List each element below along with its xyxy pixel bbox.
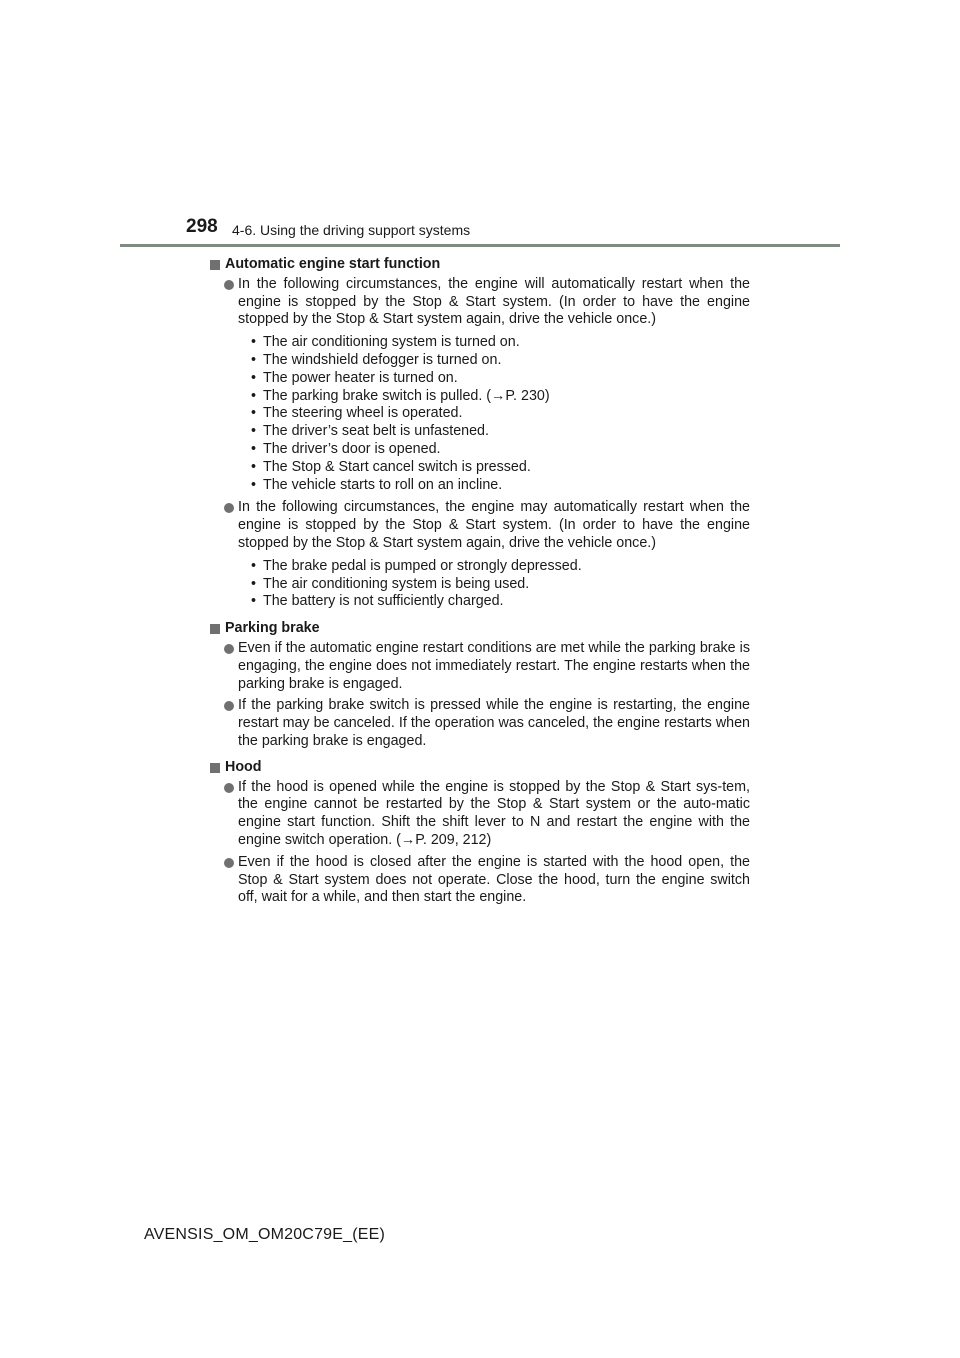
section-heading [210,759,750,777]
dot-bullet-icon: • [251,405,257,422]
paragraph-text: In the following circumstances, the engine will automatically restart when the engine is stopped by the Stop & Start system. (In order to have the engine stopped by the Stop & Start system again, drive the vehicle once.) [238,275,750,328]
section-gap [210,911,750,915]
list-item-text: The power heater is turned on. [263,369,458,386]
section-heading [210,256,750,274]
circle-bullet-icon [224,783,234,793]
dot-bullet-icon: • [251,557,257,574]
dot-bullet-icon: • [251,593,257,610]
dot-bullet-icon: • [251,334,257,351]
list-item [251,405,750,423]
list-item-text: The brake pedal is pumped or strongly depressed. [263,557,582,574]
paragraph [210,276,750,329]
section-title: 4-6. Using the driving support systems [232,222,471,238]
paragraph [210,779,750,850]
list-item [251,388,750,406]
header-rule [120,244,840,247]
document-code: AVENSIS_OM_OM20C79E_(EE) [144,1226,386,1243]
dot-bullet-icon: • [251,440,257,457]
bullet-list [210,558,750,611]
list-item-text: The battery is not sufficiently charged. [263,593,504,610]
list-item [251,459,750,477]
list-item-text: The parking brake switch is pulled. (→P. 230) [263,387,550,404]
list-item-text: The driver’s seat belt is unfastened. [263,423,489,440]
list-item [251,441,750,459]
section-heading-text: Automatic engine start function [225,256,441,272]
paragraph [210,640,750,693]
list-item [251,334,750,352]
paragraph-text: Even if the automatic engine restart conditions are met while the parking brake is engaging, the engine does not immediately restart. The engine restarts when the parking brake is engaged. [238,639,750,692]
paragraph [210,854,750,907]
dot-bullet-icon: • [251,369,257,386]
page-header [0,0,960,248]
bullet-list [210,334,750,494]
dot-bullet-icon: • [251,423,257,440]
list-item [251,370,750,388]
list-item-text: The air conditioning system is being used. [263,575,530,592]
dot-bullet-icon: • [251,575,257,592]
dot-bullet-icon: • [251,351,257,368]
list-item [251,352,750,370]
circle-bullet-icon [224,858,234,868]
square-bullet-icon [210,260,220,270]
list-item-text: The vehicle starts to roll on an incline. [263,476,503,493]
paragraph-text: If the hood is opened while the engine is stopped by the Stop & Start sys-tem, the engine cannot be restarted by the Stop & Start system or the auto-matic engine start function. Shift the shift lever to N and restart the engine with the engine switch operation. (→P. 209, 212) [238,778,750,848]
dot-bullet-icon: • [251,476,257,493]
list-item-text: The windshield defogger is turned on. [263,351,502,368]
section-heading-text: Hood [225,758,262,775]
list-item [251,558,750,576]
dot-bullet-icon: • [251,387,257,404]
page-content [210,256,750,915]
paragraph [210,499,750,552]
list-item [251,576,750,594]
list-item [251,477,750,495]
list-item-text: The steering wheel is operated. [263,405,463,422]
circle-bullet-icon [224,280,234,290]
list-item-text: The Stop & Start cancel switch is pressed. [263,458,531,475]
circle-bullet-icon [224,701,234,711]
list-item [251,423,750,441]
dot-bullet-icon: • [251,458,257,475]
circle-bullet-icon [224,644,234,654]
page-number: 298 [186,216,218,237]
section-heading-text: Parking brake [225,620,320,637]
list-item-text: The air conditioning system is turned on. [263,334,520,351]
section-heading [210,620,750,638]
paragraph [210,697,750,750]
list-item-text: The driver’s door is opened. [263,440,441,457]
circle-bullet-icon [224,503,234,513]
list-item [251,593,750,611]
paragraph-text: In the following circumstances, the engine may automatically restart when the engine is stopped by the Stop & Start system. (In order to have the engine stopped by the Stop & Start system again, drive the vehicle once.) [238,499,750,551]
square-bullet-icon [210,763,220,773]
square-bullet-icon [210,624,220,634]
paragraph-text: Even if the hood is closed after the engine is started with the hood open, the Stop & Start system does not operate. Close the hood, turn the engine switch off, wait for a while, and then start the engine. [238,853,750,906]
paragraph-text: If the parking brake switch is pressed while the engine is restarting, the engine restart may be canceled. If the operation was canceled, the engine restarts when the parking brake is engaged. [238,697,750,749]
